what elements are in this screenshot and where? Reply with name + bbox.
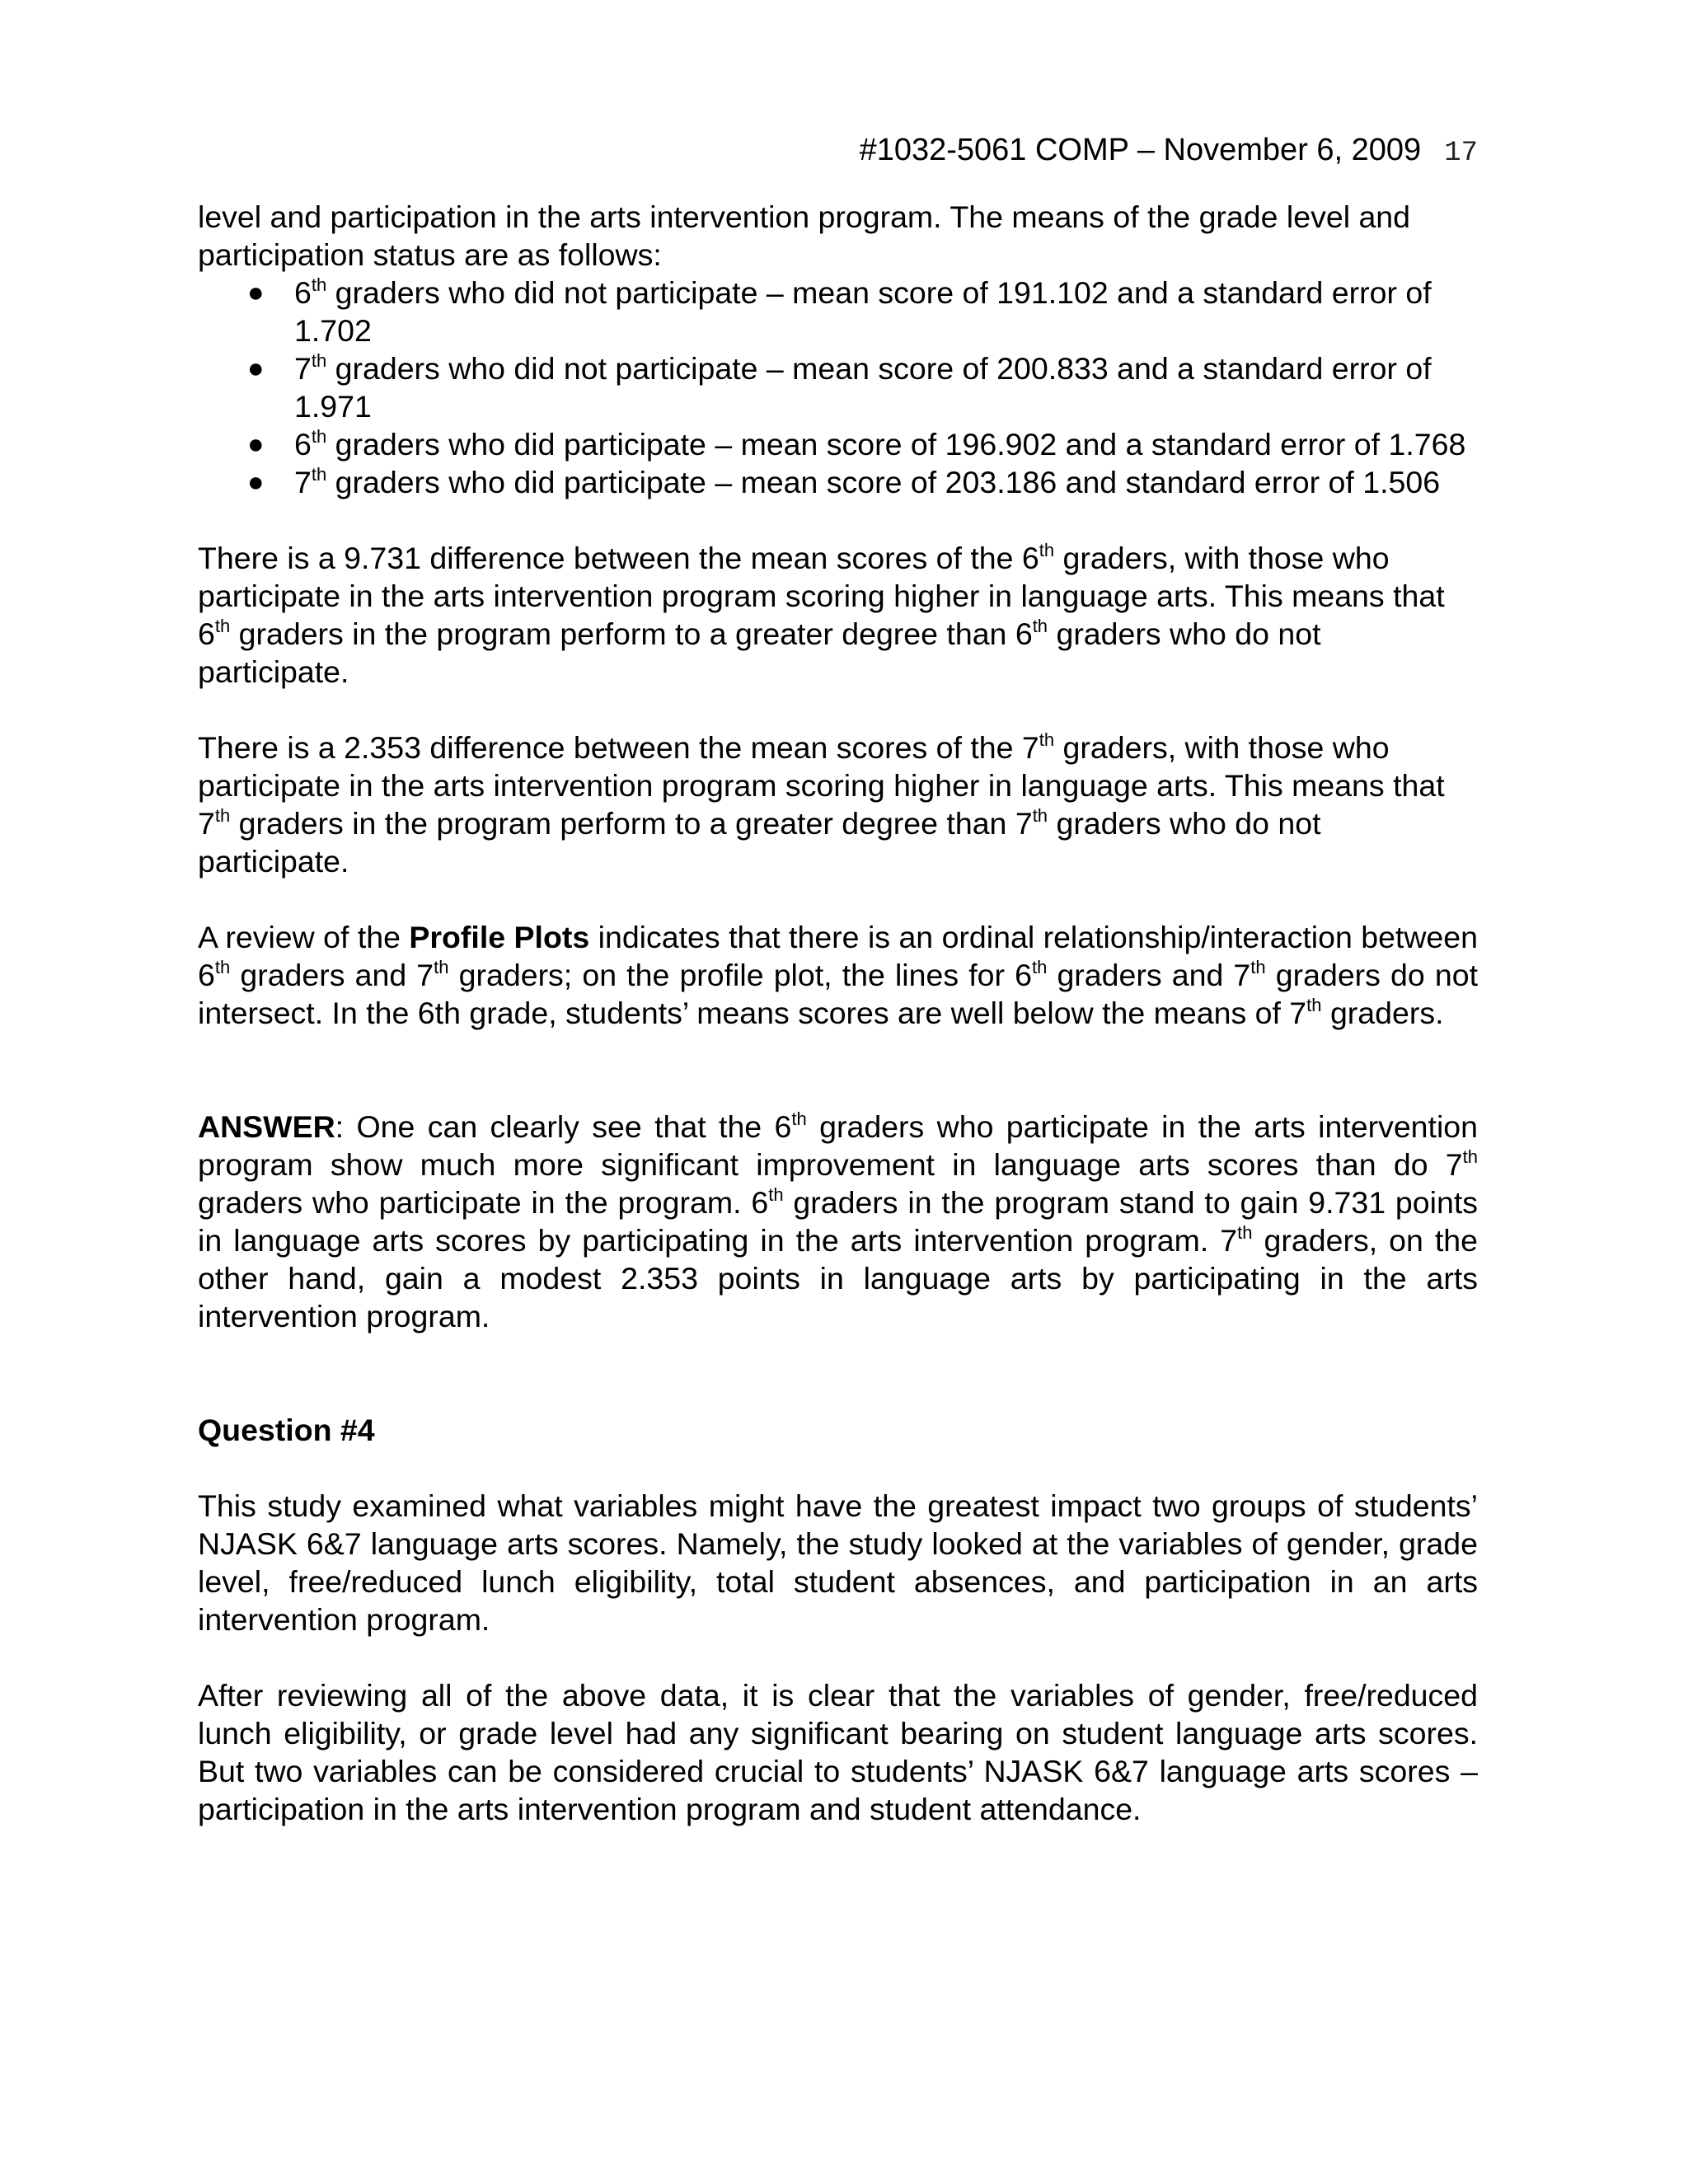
bullet-icon: ●	[247, 466, 265, 498]
bullet-icon: ●	[247, 429, 265, 460]
means-list	[198, 274, 1478, 501]
bullet-icon: ●	[247, 353, 265, 384]
question4-paragraph-1: This study examined what variables might have the greatest impact two groups of students’ NJASK 6&7 language arts scores. Namely, the study looked at the variables of gender, grade level, free/reduced lunch eligibility, total student absences, and participation in an arts intervention program.	[198, 1488, 1478, 1637]
list-item: ● 7th graders who did participate – mean score of 203.186 and standard error of 1.506	[247, 464, 1441, 499]
list-item: ● 6th graders who did participate – mean score of 196.902 and a standard error of 1.768	[247, 426, 1466, 462]
page-number: 17	[1444, 138, 1478, 169]
document-id: #1032-5061 COMP – November 6, 2009	[859, 133, 1422, 167]
sixth-grade-difference-paragraph: There is a 9.731 difference between the mean scores of the 6th graders, with those who participate in the arts intervention program scoring higher in language arts. This means that 6th graders in the program perform to a greater degree than 6th graders who do not participate.	[198, 540, 1445, 689]
bullet-icon: ●	[247, 277, 265, 308]
answer-paragraph: ANSWER: One can clearly see that the 6th graders who participate in the arts intervention program show much more significant improvement in language arts scores than do 7th graders who participate in the program. 6th graders in the program stand to gain 9.731 points in language arts scores by participating in the arts intervention program. 7th graders, on the other hand, gain a modest 2.353 points in language arts by participating in the arts intervention program.	[198, 1108, 1479, 1333]
answer-label: ANSWER	[198, 1109, 335, 1144]
list-item: ● 6th graders who did not participate – mean score of 191.102 and a standard error of 1.702	[247, 274, 1432, 348]
document-body	[198, 198, 1478, 1828]
intro-paragraph: level and participation in the arts intervention program. The means of the grade level and participation status are as follows:	[198, 199, 1411, 272]
profile-plots-paragraph: A review of the Profile Plots indicates that there is an ordinal relationship/interaction between 6th graders and 7th graders; on the profile plot, the lines for 6th graders and 7th graders do not intersect. In the 6th grade, students’ means scores are well below the means of 7th graders.	[198, 920, 1479, 1030]
page-header	[198, 130, 1478, 173]
section-heading: Question #4	[198, 1413, 375, 1447]
seventh-grade-difference-paragraph: There is a 2.353 difference between the mean scores of the 7th graders, with those who participate in the arts intervention program scoring higher in language arts. This means that 7th graders in the program perform to a greater degree than 7th graders who do not participate.	[198, 729, 1445, 879]
list-item: ● 7th graders who did not participate – mean score of 200.833 and a standard error of 1.971	[247, 350, 1432, 424]
question4-paragraph-2: After reviewing all of the above data, it is clear that the variables of gender, free/reduced lunch eligibility, or grade level had any significant bearing on student language arts scores. But two variables can be considered crucial to students’ NJASK 6&7 language arts scores – participation in the arts intervention program and student attendance.	[198, 1678, 1478, 1826]
